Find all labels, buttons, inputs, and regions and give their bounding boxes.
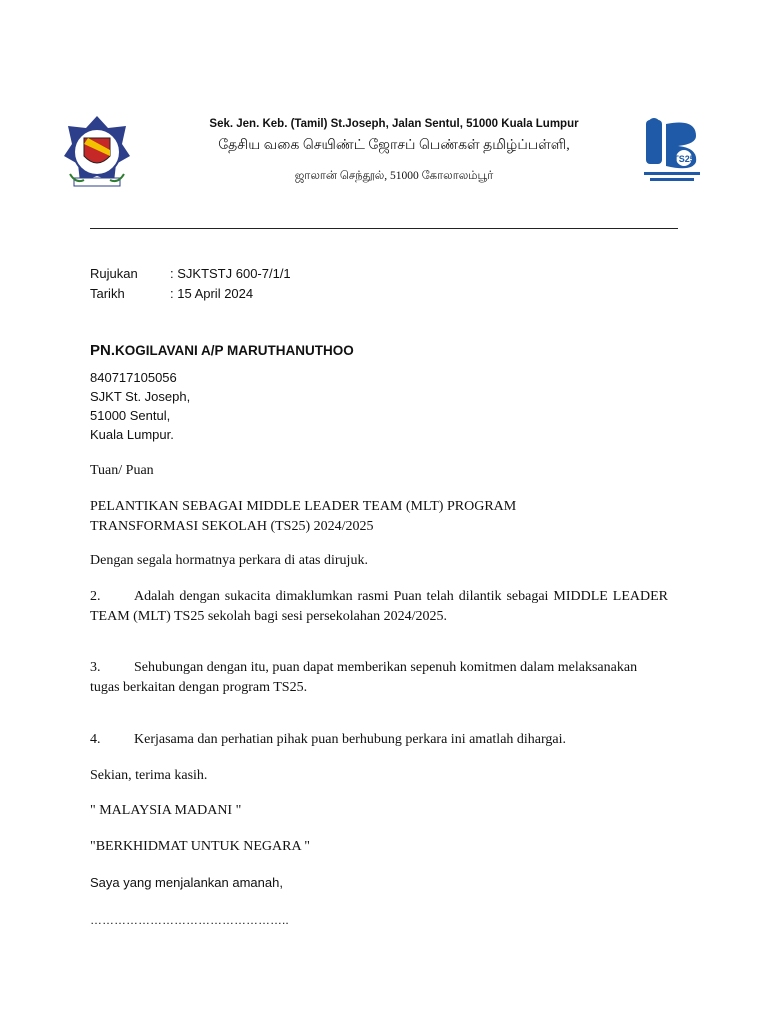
ts25-logo bbox=[640, 114, 704, 184]
recipient-ic: 840717105056 bbox=[90, 370, 177, 385]
date-row bbox=[90, 286, 253, 301]
tarikh-label: Tarikh bbox=[90, 286, 125, 301]
paragraph-4-text: Kerjasama dan perhatian pihak puan berhubung perkara ini amatlah dihargai. bbox=[134, 732, 567, 747]
subject-line-2: TRANSFORMASI SEKOLAH (TS25) 2024/2025 bbox=[90, 519, 374, 534]
signoff-line: Saya yang menjalankan amanah, bbox=[90, 875, 283, 890]
letter-subject bbox=[90, 497, 668, 537]
paragraph-2-number: 2. bbox=[90, 589, 101, 604]
motto-malaysia-madani: " MALAYSIA MADANI " bbox=[90, 803, 242, 818]
reference-number-row bbox=[90, 266, 291, 281]
address-line-3: Kuala Lumpur. bbox=[90, 427, 174, 442]
recipient-fullname: KOGILAVANI A/P MARUTHANUTHOO bbox=[115, 343, 354, 358]
recipient-address bbox=[90, 368, 190, 444]
svg-text:TS25: TS25 bbox=[673, 154, 695, 164]
rujukan-label: Rujukan bbox=[90, 266, 138, 281]
paragraph-3-text: Sehubungan dengan itu, puan dapat memberikan sepenuh komitmen dalam melaksanakan tugas berkaitan dengan program TS25. bbox=[90, 660, 638, 695]
rujukan-value: : SJKTSTJ 600-7/1/1 bbox=[170, 266, 291, 281]
paragraph-3-number: 3. bbox=[90, 660, 101, 675]
paragraph-4 bbox=[90, 730, 668, 750]
school-address-tamil: ஜாலான் செந்தூல், 51000 கோலாலம்பூர் bbox=[294, 170, 494, 182]
tarikh-value: : 15 April 2024 bbox=[170, 286, 254, 301]
school-name-english: Sek. Jen. Keb. (Tamil) St.Joseph, Jalan Sentul, 51000 Kuala Lumpur bbox=[209, 118, 579, 130]
school-name-tamil: தேசிய வகை செயிண்ட் ஜோசப் பெண்கள் தமிழ்ப்பள்ளி, bbox=[218, 138, 570, 153]
closing-line: Sekian, terima kasih. bbox=[90, 768, 208, 783]
address-line-1: SJKT St. Joseph, bbox=[90, 389, 191, 404]
paragraph-2 bbox=[90, 587, 668, 627]
salutation: Tuan/ Puan bbox=[90, 463, 154, 478]
motto-berkhidmat: "BERKHIDMAT UNTUK NEGARA " bbox=[90, 839, 311, 854]
signature-line: ………………………………………….. bbox=[90, 913, 289, 927]
paragraph-4-number: 4. bbox=[90, 732, 101, 747]
address-line-2: 51000 Sentul, bbox=[90, 408, 171, 423]
recipient-name bbox=[90, 342, 354, 359]
header-divider bbox=[90, 228, 678, 229]
paragraph-2-text: Adalah dengan sukacita dimaklumkan rasmi Puan telah dilantik sebagai MIDDLE LEADER TEAM (MLT) TS25 sekolah bagi sesi persekolahan 2024/2025. bbox=[90, 589, 668, 624]
subject-line-1: PELANTIKAN SEBAGAI MIDDLE LEADER TEAM (MLT) PROGRAM bbox=[90, 499, 517, 514]
ts25-logo-icon bbox=[640, 114, 704, 184]
opening-line: Dengan segala hormatnya perkara di atas dirujuk. bbox=[90, 553, 368, 568]
paragraph-3 bbox=[90, 658, 650, 698]
recipient-prefix: PN. bbox=[90, 342, 116, 359]
